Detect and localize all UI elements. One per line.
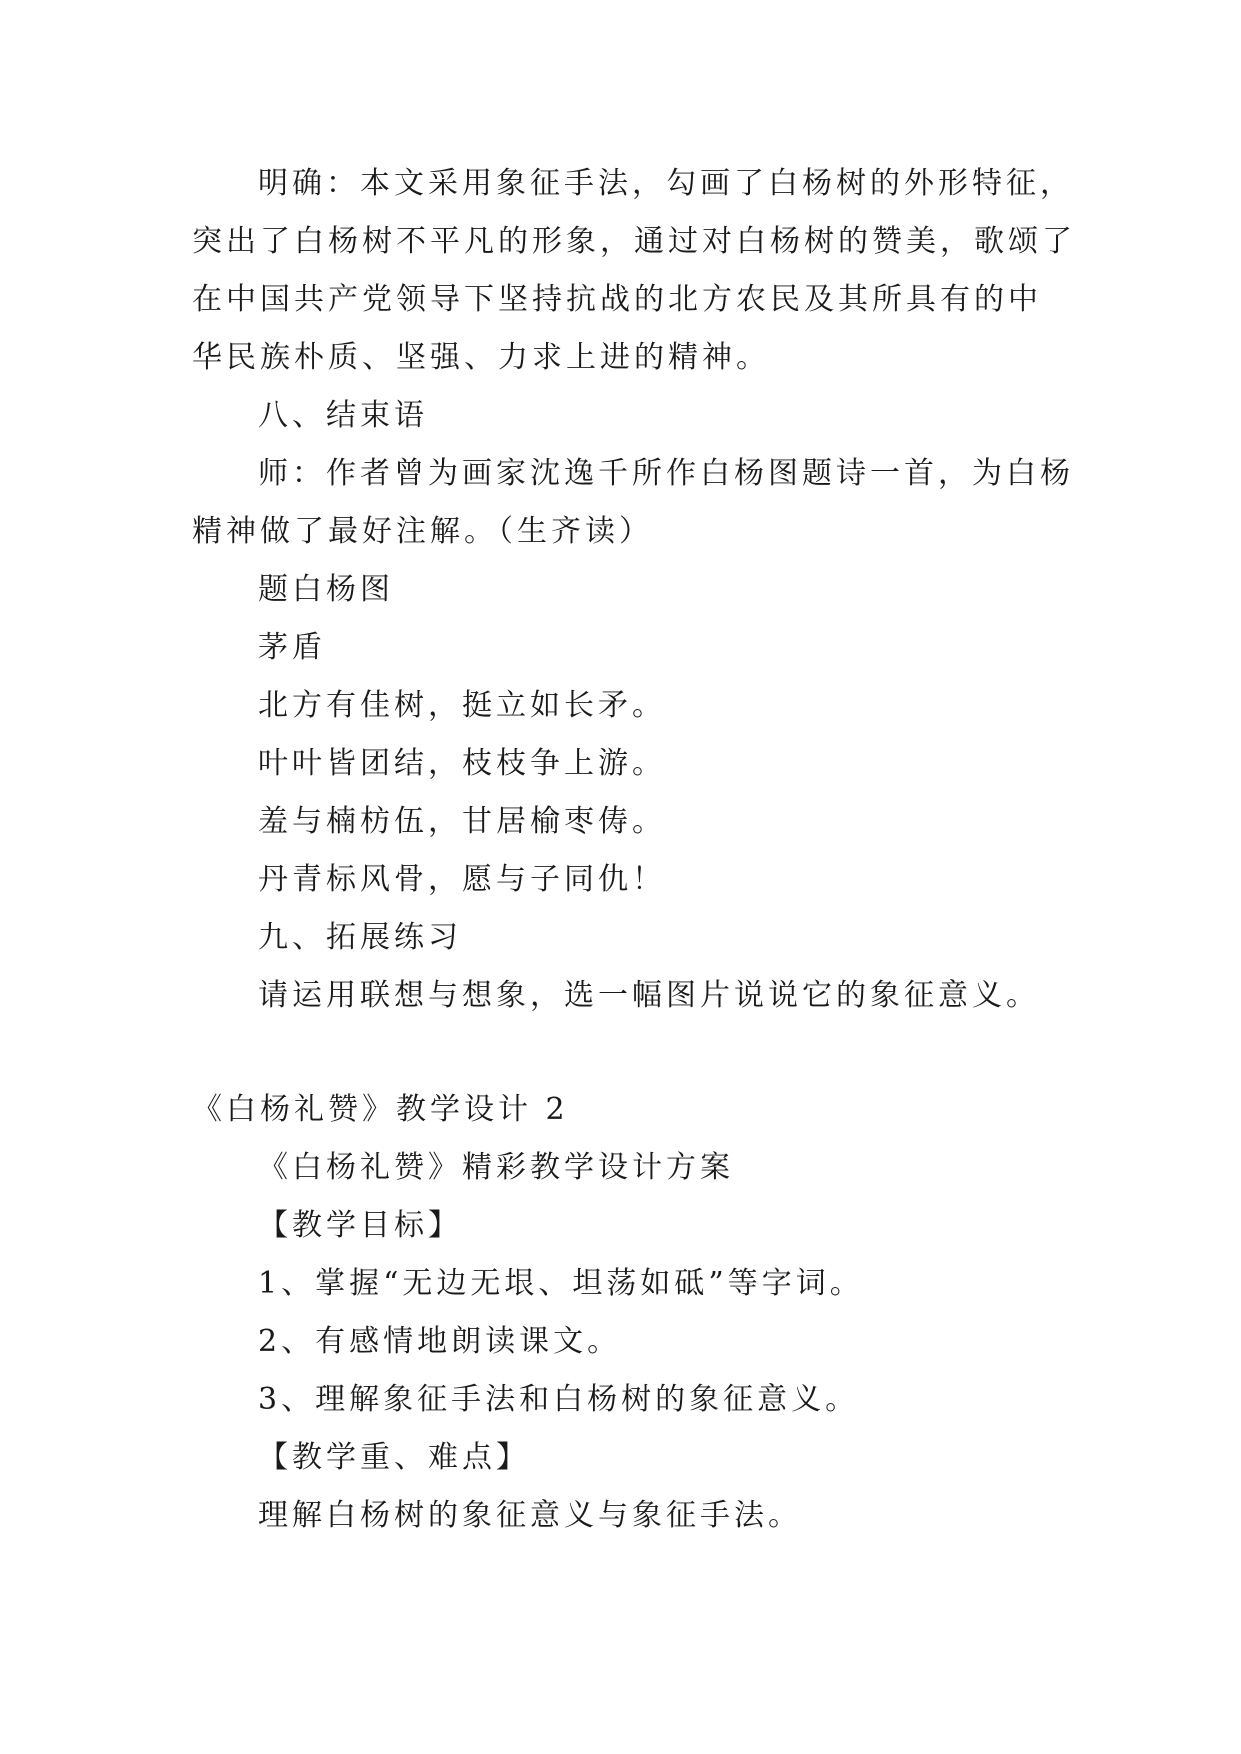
paragraph-line: 请运用联想与想象，选一幅图片说说它的象征意义。: [258, 978, 1040, 1013]
key-points-heading: 【教学重、难点】: [258, 1440, 530, 1475]
objective-item: 1、掌握“无边无垠、坦荡如砥”等字词。: [258, 1266, 864, 1301]
objective-item: 2、有感情地朗读课文。: [258, 1324, 622, 1359]
section-heading: 八、结束语: [258, 398, 428, 433]
section-heading: 九、拓展练习: [258, 920, 462, 955]
paragraph-line: 华民族朴质、坚强、力求上进的精神。: [192, 340, 770, 375]
paragraph-line: 明确：本文采用象征手法，勾画了白杨树的外形特征，: [258, 166, 1074, 201]
objective-item: 3、理解象征手法和白杨树的象征意义。: [258, 1382, 860, 1417]
poem-line: 丹青标风骨，愿与子同仇！: [258, 862, 666, 897]
paragraph-line: 师：作者曾为画家沈逸千所作白杨图题诗一首，为白杨: [258, 456, 1074, 491]
poem-line: 羞与楠枋伍，甘居榆枣俦。: [258, 804, 666, 839]
poem-author: 茅盾: [258, 630, 326, 665]
document-title: 《白杨礼赞》教学设计 2: [192, 1092, 569, 1127]
paragraph-line: 精神做了最好注解。（生齐读）: [192, 514, 653, 549]
paragraph-line: 突出了白杨树不平凡的形象，通过对白杨树的赞美，歌颂了: [192, 224, 1076, 259]
poem-line: 北方有佳树，挺立如长矛。: [258, 688, 666, 723]
paragraph-line: 在中国共产党领导下坚持抗战的北方农民及其所具有的中: [192, 282, 1042, 317]
objectives-heading: 【教学目标】: [258, 1208, 462, 1243]
poem-title: 题白杨图: [258, 572, 394, 607]
key-points-text: 理解白杨树的象征意义与象征手法。: [258, 1498, 802, 1533]
document-subtitle: 《白杨礼赞》精彩教学设计方案: [258, 1150, 734, 1185]
poem-line: 叶叶皆团结，枝枝争上游。: [258, 746, 666, 781]
